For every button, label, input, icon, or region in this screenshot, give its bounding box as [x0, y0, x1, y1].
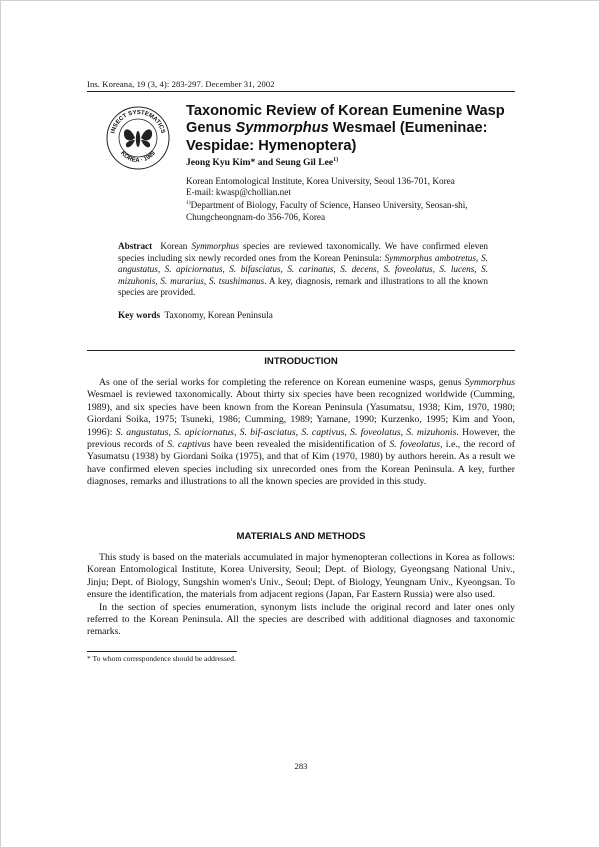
page-number: 283 — [294, 761, 308, 771]
journal-citation: Ins. Koreana, 19 (3, 4): 283-297. December 31, 2002 — [87, 79, 275, 89]
keywords-label: Key words — [118, 310, 161, 320]
keywords: Key words Taxonomy, Korean Peninsula — [118, 310, 273, 320]
logo-ring-bottom: KOREA · 1989 — [119, 150, 157, 165]
affiliation: Korean Entomological Institute, Korea University, Seoul 136-701, Korea E-mail: kwasp@chollian.net $^{1)}$Department of Biology, Faculty of Science, Hanseo University, Seosan-shi, Chungcheongnam-do 356-706, Korea — [186, 176, 496, 223]
footnote: * To whom correspondence should be addressed. — [87, 654, 236, 663]
header-rule — [87, 91, 515, 92]
materials-heading: MATERIALS AND METHODS — [236, 531, 366, 542]
introduction-text: As one of the serial works for completing the reference on Korean eumenine wasps, genus Symmorphus Wesmael is reviewed taxonomically. About thirty six species have been recognized worldwide (Cumming, 1989), and six species have been known from the Korean Peninsula (Yasumatsu, 1938; Kim, 1970, 1980; Giordani Soika, 1975; Tsuneki, 1986; Cumming, 1989; Yamane, 1990; Kurzenko, 1995; Kim and Yoon, 1996): S. angustatus, S. apiciornatus, S. bif-asciatus, S. captivus, S. foveolatus, S. mizuhonis. However, the previous records of S. captivus have been revealed the misidentification of S. foveolatus, i.e., the record of Yasumatsu (1938) by Giordani Soika (1975), and that of Kim (1970, 1980) by authors herein. As a result we have confirmed eleven species including six unrecorded ones from the Korean Peninsula. A key, further diagnoses, remarks and illustrations to all the known species are provided in this study. — [87, 377, 515, 488]
abstract-label: Abstract — [118, 241, 153, 251]
title-line-1: Taxonomic Review of Korean Eumenine Wasp — [186, 103, 505, 119]
title-line-2: Genus Symmorphus Wesmael (Eumeninae: — [186, 120, 488, 137]
materials-text: This study is based on the materials accumulated in major hymenopteran collections in Korea as follows: Korean Entomological Institute, Korea University, Seoul; Dept. of Biology, Gyeongsang National Univ., Jinju; Dept. of Biology, Sungshin women's Univ., Seoul; Dept. of Biology, Yeungnam Univ., Kyeongsan. To ensure the identification, the materials from adjacent regions (Japan, Far Eastern Russia) were also used. In the section of species enumeration, synonym lists include the original record and later ones only referred to the Korean Peninsula. All the species are described with additional diagnoses and taxonomic remarks. — [87, 552, 515, 638]
abstract: Abstract Korean Symmorphus species are reviewed taxonomically. We have confirmed eleven species including six newly recorded ones from the Korean Peninsula: Symmorphus ambotretus, S. angustatus, S. apiciornatus, S. bifasciatus, S. carinatus, S. decens, S. foveolatus, S. lucens, S. mizuhonis, S. murarius, S. tsushimanus. A key, diagnosis, remark and illustrations to all the known species are provided. — [118, 241, 488, 298]
section-divider — [87, 350, 515, 351]
email: E-mail: kwasp@chollian.net — [186, 187, 291, 198]
logo-ring-top: INSECT SYSTEMATICS — [110, 109, 166, 135]
title-genus: Symmorphus — [235, 120, 329, 137]
title-line-3: Vespidae: Hymenoptera) — [186, 137, 357, 154]
insect-systematics-logo-icon — [105, 105, 171, 171]
introduction-heading: INTRODUCTION — [264, 356, 338, 367]
paper-title — [186, 103, 516, 155]
authors: Jeong Kyu Kim* and Seung Gil Lee$^{1)}$ — [186, 157, 339, 169]
footnote-rule — [87, 651, 237, 652]
